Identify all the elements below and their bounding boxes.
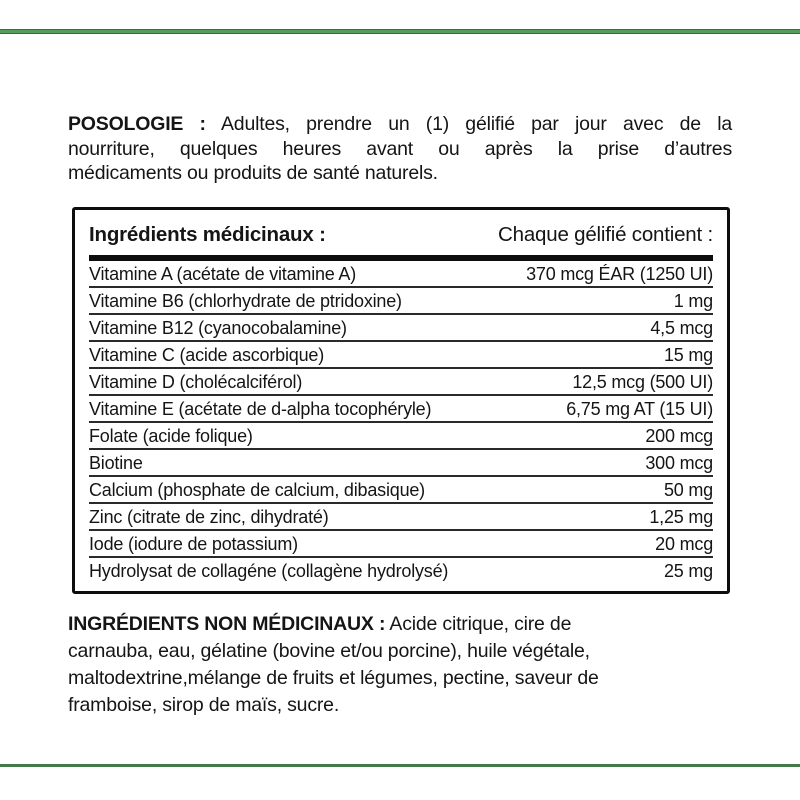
medicinal-ingredients-panel	[72, 207, 730, 594]
ingredient-amount: 4,5 mcg	[650, 318, 713, 338]
ingredient-amount: 25 mg	[663, 561, 713, 581]
ingredient-name: Vitamine C (acide ascorbique)	[89, 345, 324, 365]
table-row	[89, 423, 713, 450]
table-row	[89, 396, 713, 423]
ingredient-name: Vitamine D (cholécalciférol)	[89, 372, 303, 392]
ingredient-name: Hydrolysat de collagéne (collagène hydrolysé)	[89, 561, 449, 581]
non-medicinal-line	[68, 611, 738, 638]
ingredient-name: Vitamine E (acétate de d-alpha tocophéryle)	[89, 399, 432, 419]
ingredient-amount: 200 mcg	[645, 426, 713, 446]
non-medicinal-text: Acide citrique, cire de	[385, 613, 572, 635]
table-row	[89, 531, 713, 558]
posologie-line: nourriture, quelques heures avant ou après la prise d’autres	[68, 137, 732, 160]
ingredient-amount: 370 mcg ÉAR (1250 UI)	[526, 264, 713, 284]
ingredient-name: Calcium (phosphate de calcium, dibasique)	[89, 480, 425, 500]
non-medicinal-label: INGRÉDIENTS NON MÉDICINAUX :	[68, 613, 386, 635]
top-divider	[0, 29, 800, 34]
ingredient-amount: 6,75 mg AT (15 UI)	[566, 399, 713, 419]
posologie-paragraph	[68, 112, 732, 186]
ingredient-name: Vitamine B6 (chlorhydrate de ptridoxine)	[89, 291, 402, 311]
ingredient-name: Folate (acide folique)	[89, 426, 253, 446]
panel-header-left: Ingrédients médicinaux :	[89, 223, 326, 246]
posologie-text: Adultes, prendre un (1) gélifié par jour avec de la	[205, 113, 732, 135]
non-medicinal-paragraph	[68, 611, 738, 719]
table-row	[89, 261, 713, 288]
ingredient-name: Zinc (citrate de zinc, dihydraté)	[89, 507, 329, 527]
table-row	[89, 450, 713, 477]
ingredient-name: Iode (iodure de potassium)	[89, 534, 298, 554]
ingredient-name: Vitamine B12 (cyanocobalamine)	[89, 318, 347, 338]
ingredient-amount: 15 mg	[663, 345, 713, 365]
table-row	[89, 477, 713, 504]
table-row	[89, 558, 713, 583]
posologie-label: POSOLOGIE :	[68, 113, 206, 135]
posologie-line	[68, 112, 732, 137]
ingredient-amount: 1 mg	[673, 291, 713, 311]
posologie-line: médicaments ou produits de santé naturels.	[68, 162, 438, 184]
ingredient-name: Vitamine A (acétate de vitamine A)	[89, 264, 357, 284]
ingredient-amount: 1,25 mg	[649, 507, 713, 527]
table-row	[89, 342, 713, 369]
ingredient-amount: 50 mg	[663, 480, 713, 500]
table-row	[89, 288, 713, 315]
bottom-divider	[0, 764, 800, 767]
ingredient-amount: 20 mcg	[655, 534, 713, 554]
non-medicinal-line: carnauba, eau, gélatine (bovine et/ou porcine), huile végétale,	[68, 640, 590, 662]
table-row	[89, 504, 713, 531]
panel-header-right: Chaque gélifié contient :	[498, 223, 713, 246]
non-medicinal-line: maltodextrine,mélange de fruits et légumes, pectine, saveur de	[68, 667, 599, 689]
ingredient-amount: 300 mcg	[645, 453, 713, 473]
non-medicinal-line: framboise, sirop de maïs, sucre.	[68, 694, 340, 716]
table-row	[89, 315, 713, 342]
ingredient-amount: 12,5 mcg (500 UI)	[572, 372, 713, 392]
panel-header	[89, 214, 713, 255]
table-row	[89, 369, 713, 396]
ingredient-rows	[89, 261, 713, 583]
ingredient-name: Biotine	[89, 453, 143, 473]
